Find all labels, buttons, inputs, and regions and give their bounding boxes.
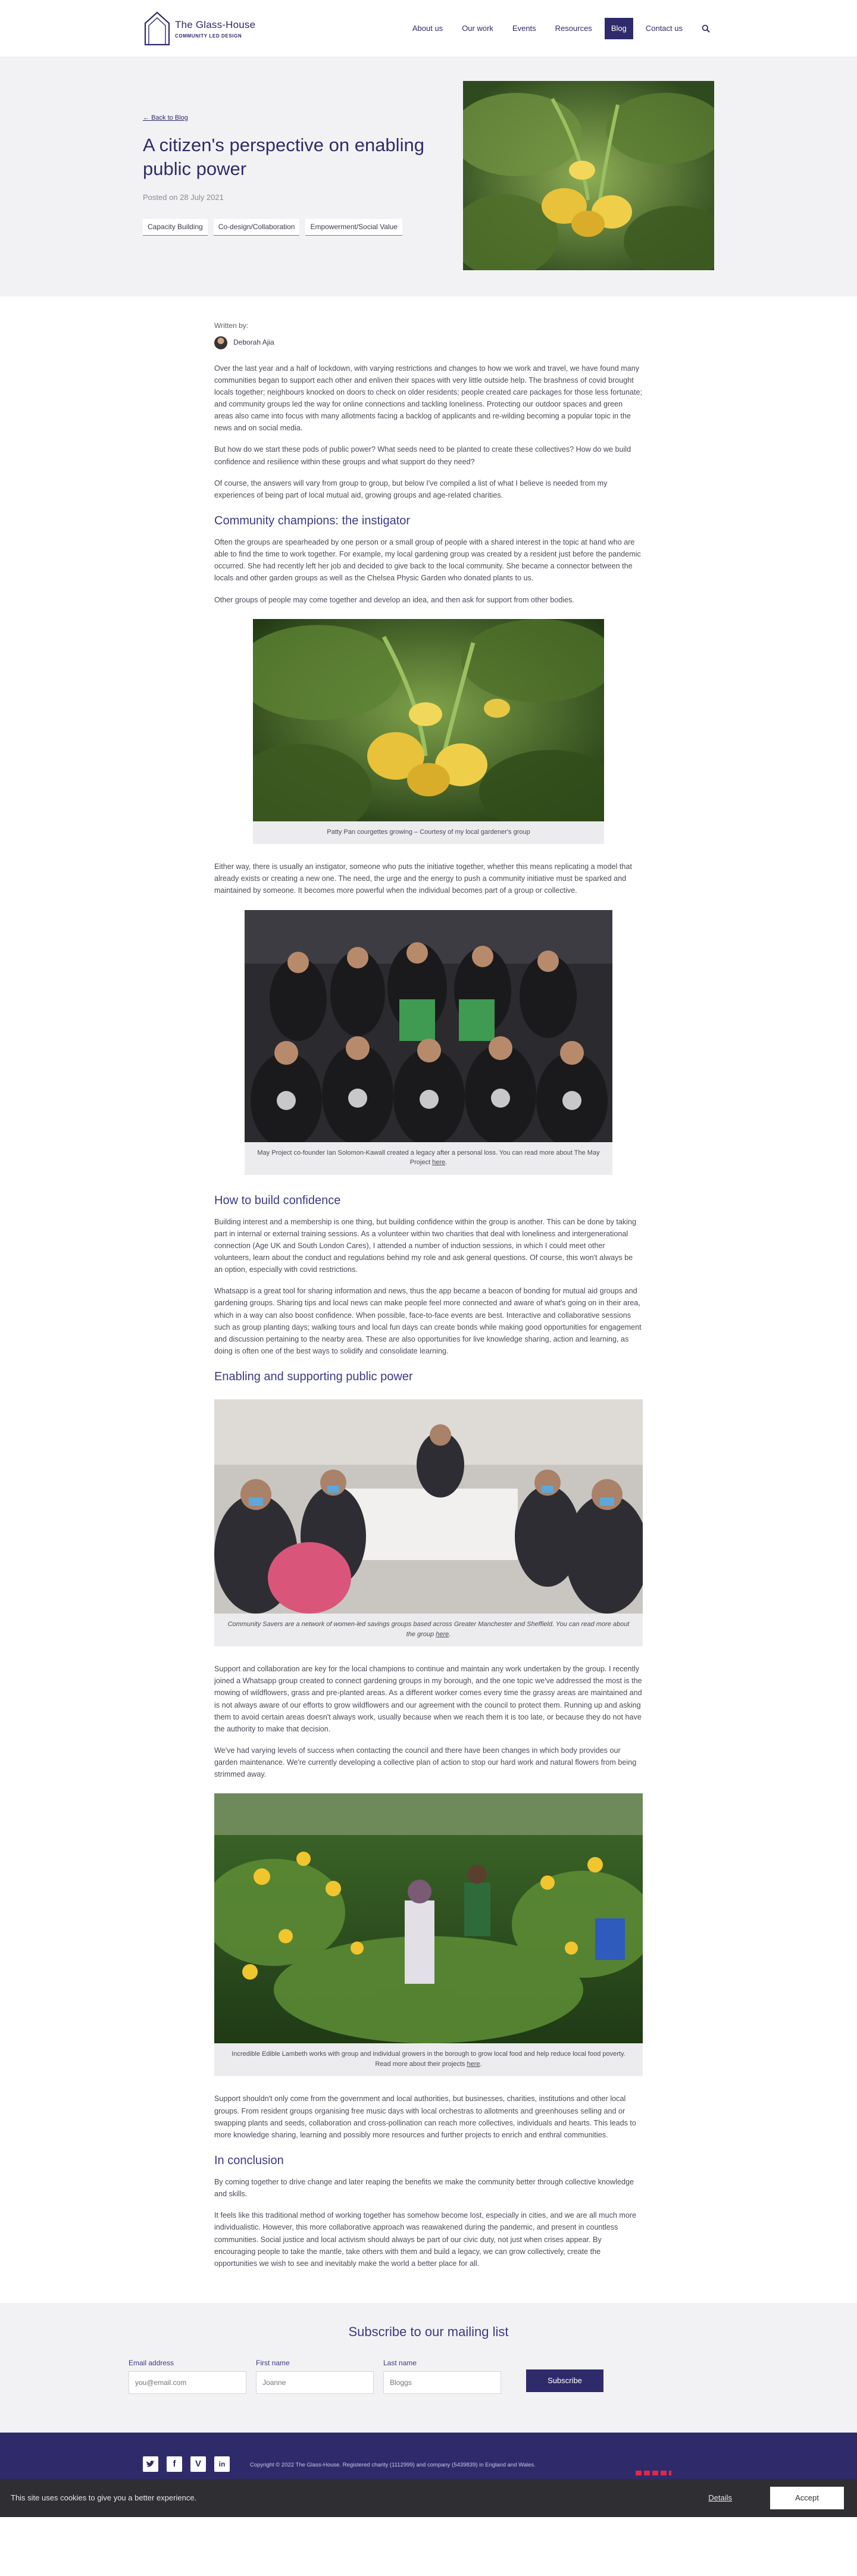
page-title: A citizen's perspective on enabling public power [143, 135, 424, 180]
twitter-icon[interactable] [143, 2456, 158, 2472]
tag-list [143, 219, 402, 236]
figure-incredible-edible [214, 1793, 643, 2076]
social-links [143, 2456, 230, 2472]
hero-inner [143, 57, 714, 296]
nav-our-work[interactable]: Our work [462, 23, 493, 33]
vimeo-icon[interactable]: V [190, 2456, 206, 2472]
cookie-banner [0, 2479, 857, 2517]
email-field-group [129, 2358, 246, 2394]
logo-link[interactable] [143, 10, 255, 47]
newsletter-section [0, 2303, 857, 2433]
cookie-details-link[interactable]: Details [708, 2493, 732, 2502]
paragraph: Building interest and a membership is one thing, but building confidence within the group is another. This can be done by taking part in internal or external training sessions. As a volunteer within two charities that deal with loneliness and intergenerational connection (Age UK and South London Cares), I attended a number of induction sessions, in which I could meet other volunteers, learn about the conduct and regulations behind my role and ask general questions. Of course, this won't always be an option, especially with covid restrictions. [214, 1217, 636, 1274]
caption-text: May Project co-founder Ian Solomon-Kawall created a legacy after a personal loss. You can read more about The May Project [257, 1149, 600, 1167]
paragraph: Of course, the answers will vary from group to group, but below I've compiled a list of what I believe is needed from my experiences of being part of local mutual aid, growing groups and age-related charities. [214, 479, 608, 499]
paragraph: By coming together to drive change and later reaping the benefits we make the community better through collective knowledge and skills. [214, 2178, 634, 2199]
figure-caption: Incredible Edible Lambeth works with group and individual growers in the borough to grow local food and help reduce local food poverty. Read more about their projects here. [232, 2050, 625, 2068]
figure-courgettes [253, 619, 604, 845]
tag-co-design[interactable]: Co-design/Collaboration [214, 219, 300, 236]
courgette-photo [253, 619, 604, 821]
written-by-label: Written by: [214, 321, 249, 330]
may-project-link[interactable]: here [432, 1159, 446, 1167]
caption-text: Community Savers are a network of women-led savings groups based across Greater Manchester and Sheffield. You can read more about the group [227, 1621, 630, 1638]
cookie-inner [0, 2479, 857, 2517]
house-outline-icon [143, 10, 171, 47]
first-name-label: First name [256, 2358, 290, 2367]
paragraph: Other groups of people may come together and develop an idea, and then ask for support from other bodies. [214, 595, 574, 604]
section-heading: In conclusion [214, 2154, 284, 2167]
author [214, 336, 643, 349]
first-name-field[interactable] [256, 2371, 374, 2394]
logo-text [175, 17, 255, 40]
nav-resources[interactable]: Resources [555, 23, 592, 33]
nav-contact-us[interactable]: Contact us [645, 23, 683, 33]
section-heading: Enabling and supporting public power [214, 1370, 413, 1384]
figure-caption: Community Savers are a network of women-led savings groups based across Greater Manchester and Sheffield. You can read more about the group here. [227, 1621, 630, 1638]
group-photo [245, 910, 612, 1142]
paragraph: Support shouldn't only come from the government and local authorities, but businesses, charities, institutions and other local groups. From resident groups organising free music days with local orchestras to allotments and greenhouses selling and or swapping plants and seeds, collaboration and cross-pollination can reach more collectives, individuals and hearts. This leads to more knowledge sharing, learning and possibly more resources and further projects to enrich and enthral communities. [214, 2094, 636, 2139]
site-header [0, 0, 857, 57]
main-nav [406, 18, 714, 39]
subscribe-button[interactable]: Subscribe [526, 2369, 603, 2392]
site-footer [0, 2433, 857, 2479]
figure-caption: Patty Pan courgettes growing – Courtesy of my local gardener's group [327, 828, 530, 836]
arrow-left-icon: ← [143, 114, 152, 121]
figure-community-savers [214, 1399, 643, 1646]
avatar [214, 336, 227, 349]
paragraph: Either way, there is usually an instigator, someone who puts the initiative together, whether this means replicating a model that already exists or creating a new one. The need, the urge and the energy to push a community initiative must be sparked and maintained by someone. It becomes more powerful when the individual becomes part of a group or collective. [214, 862, 632, 895]
newsletter-title: Subscribe to our mailing list [348, 2324, 509, 2339]
first-name-field-group [256, 2358, 374, 2394]
facebook-icon[interactable]: f [167, 2456, 182, 2472]
logo-name: The Glass-House [175, 18, 256, 30]
tag-capacity-building[interactable]: Capacity Building [143, 219, 208, 236]
section-heading: How to build confidence [214, 1193, 341, 1207]
garden-photo [214, 1793, 643, 2043]
nav-blog[interactable]: Blog [605, 18, 633, 39]
paragraph: We've had varying levels of success when contacting the council and there have been changes in which body provides our garden maintenance. We're currently developing a collective plan of action to stop our hard work and natural flowers from being strimmed away. [214, 1746, 637, 1779]
figure-caption: May Project co-founder Ian Solomon-Kawall created a legacy after a personal loss. You can read more about The May Project here. [257, 1149, 600, 1167]
paragraph: Whatsapp is a great tool for sharing information and news, thus the app became a beacon of bonding for mutual aid groups and gardening groups. Sharing tips and local news can make people feel more connected and aware of what's going on in their area, which in a way can also boost confidence. When possible, face-to-face events are best. Interactive and collaborative sessions such as group planting days; walking tours and local fun days can create bonds while making good opportunities for engagement and discussion pertaining to the nearby area. These are also opportunities for live knowledge sharing, action and learning, as doing is often one of the best ways to solidify and consolidate learning. [214, 1287, 642, 1356]
nav-events[interactable]: Events [512, 23, 536, 33]
figure-may-project [245, 910, 612, 1175]
paragraph: It feels like this traditional method of working together has somehow become lost, especially in cities, and we are all much more individualistic. However, this more collaborative approach was reawakened during the pandemic, and present in countless communities. Social justice and local activism should always be part of our civic duty, not just when crises appear. By encouraging people to take the mantle, take others with them and build a legacy, we can grow collectively, create the opportunities we wish to see and inevitably make the world a better place for all. [214, 2211, 637, 2268]
logo-tagline: COMMUNITY LED DESIGN [175, 33, 242, 39]
last-name-label: Last name [383, 2358, 417, 2367]
incredible-edible-link[interactable]: here [467, 2060, 480, 2068]
copyright-text: Copyright © 2022 The Glass-House. Registered charity (1112999) and company (5439839) in England and Wales. [250, 2461, 536, 2468]
paragraph: Over the last year and a half of lockdown, with varying restrictions and changes to how we work and travel, we have found many communities began to support each other and enliven their spaces with very little outside help. The brashness of covid brought locals together; neighbours knocked on doors to check on older residents; people created care packages for those less fortunate; and community groups led the way for online connections and tackling loneliness. Protecting our outdoor spaces and green areas also came into focus with many allotments facing a backlog of applicants and re-wilding becoming a popular topic in the news and on social media. [214, 364, 642, 433]
last-name-field[interactable] [383, 2371, 501, 2394]
back-link-label: Back to Blog [151, 114, 188, 121]
community-savers-link[interactable]: here [436, 1630, 449, 1638]
section-heading: Community champions: the instigator [214, 514, 411, 527]
nav-about-us[interactable]: About us [412, 23, 443, 33]
back-to-blog-link[interactable] [143, 113, 188, 123]
email-label: Email address [129, 2358, 174, 2367]
community-savers-photo [214, 1399, 643, 1614]
caption-text: Incredible Edible Lambeth works with group and individual growers in the borough to grow local food and help reduce local food poverty. Read more about their projects [232, 2050, 625, 2068]
author-name: Deborah Ajia [233, 338, 274, 347]
paragraph: Support and collaboration are key for the local champions to continue and maintain any work undertaken by the group. I recently joined a Whatsapp group created to connect gardening groups in my borough, and the one topic we've addressed the most is the mowing of wildflowers, grass and pre-planted areas. As a different worker comes every time the grassy areas are maintained and is not always aware of our efforts to grow wildflowers and our agreement with the council to protect them. Running up and asking them to avoid certain areas doesn't always work, usually because when we reach them it is too late, or because they do not have the authority to make that decision. [214, 1665, 642, 1733]
cookie-accept-button[interactable]: Accept [770, 2487, 844, 2509]
header-inner [143, 0, 714, 57]
cookie-message: This site uses cookies to give you a better experience. [11, 2493, 197, 2502]
linkedin-icon[interactable]: in [214, 2456, 230, 2472]
last-name-field-group [383, 2358, 501, 2394]
footer-inner [143, 2433, 714, 2479]
paragraph: Often the groups are spearheaded by one person or a small group of people with a shared interest in the topic at hand who are able to find the time to work together. For example, my local gardening group was created by a resident just before the pandemic occurred. She had recently left her job and decided to give back to the local community. She became a connector between the locals and other garden groups as well as the Chelsea Physic Garden who donated plants to us. [214, 538, 641, 583]
article-body [214, 296, 643, 2303]
hero-image [463, 81, 714, 270]
post-date: Posted on 28 July 2021 [143, 193, 224, 202]
newsletter-inner [129, 2303, 714, 2433]
paragraph: But how do we start these pods of public power? What seeds need to be planted to create these collectives? How do we build confidence and resilience within these groups and what support do they need? [214, 445, 631, 466]
post-hero [0, 57, 857, 296]
email-field[interactable] [129, 2371, 246, 2394]
tag-empowerment[interactable]: Empowerment/Social Value [305, 219, 402, 236]
footer-decoration [636, 2471, 671, 2475]
search-icon[interactable] [698, 20, 714, 37]
